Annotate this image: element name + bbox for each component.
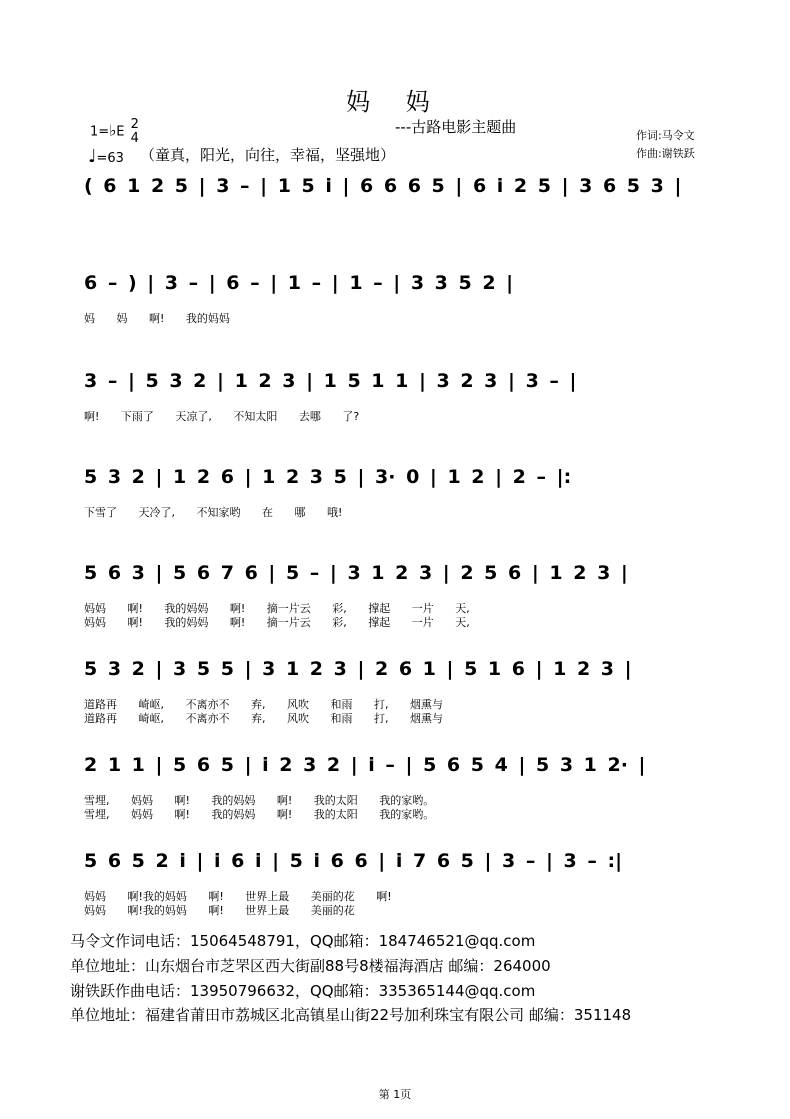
time-signature <box>131 118 139 146</box>
key-flat: ♭ <box>109 121 117 140</box>
time-sig-top: 2 <box>130 117 139 132</box>
note-sequence: 2 1 1 | 5 6 5 | i 2 3 2 | i – | 5 6 5 4 | 5 3 1 2· | <box>84 754 646 776</box>
composer-credit: 作曲:谢铁跃 <box>636 147 695 160</box>
lyrics-verse-2: 雪埋, 妈妈 啊! 我的妈妈 啊! 我的太阳 我的家哟。 <box>84 808 435 821</box>
note-sequence: 5 3 2 | 1 2 6 | 1 2 3 5 | 3· 0 | 1 2 | 2 – |: <box>84 466 572 488</box>
tempo-value: =63 <box>96 151 124 166</box>
lyricist-contact: 马令文作词电话：15064548791，QQ邮箱：184746521@qq.com <box>70 932 536 950</box>
score-line <box>0 850 790 920</box>
score-line <box>0 370 790 440</box>
lyrics-verse-2: 妈妈 啊! 我的妈妈 啊! 摘一片云 彩, 撑起 一片 天, <box>84 616 470 629</box>
note-sequence: 6 – ) | 3 – | 6 – | 1 – | 1 – | 3 3 5 2 | <box>84 272 514 294</box>
song-title: 妈 妈 <box>346 88 444 116</box>
lyricist-address: 单位地址：山东烟台市芝罘区西大街副88号8楼福海酒店 邮编：264000 <box>70 957 551 975</box>
lyrics-verse-1: 妈妈 啊! 我的妈妈 啊! 摘一片云 彩, 撑起 一片 天, <box>84 602 470 615</box>
lyrics-verse-1: 啊! 下雨了 天凉了, 不知太阳 去哪 了? <box>84 410 360 423</box>
key-label: 1= <box>90 124 110 140</box>
composer-contact: 谢铁跃作曲电话：13950796632，QQ邮箱：335365144@qq.com <box>70 982 536 1000</box>
note-sequence: 5 6 5 2 i | i 6 i | 5 i 6 6 | i 7 6 5 | 3 – | 3 – :| <box>84 850 623 872</box>
note-sequence: ( 6 1 2 5 | 3 – | 1 5 i | 6 6 6 5 | 6 i 2 5 | 3 6 5 3 | <box>84 175 682 197</box>
lyrics-verse-1: 雪埋, 妈妈 啊! 我的妈妈 啊! 我的太阳 我的家哟。 <box>84 794 435 807</box>
score-line <box>0 658 790 728</box>
lyrics-verse-2: 妈妈 啊!我的妈妈 啊! 世界上最 美丽的花 <box>84 904 355 917</box>
lyrics-verse-2: 道路再 崎岖, 不离亦不 弃, 风吹 和雨 打, 烟熏与 <box>84 712 443 725</box>
tempo <box>88 146 124 167</box>
score-line <box>0 754 790 824</box>
key-signature <box>90 118 139 146</box>
note-sequence: 3 – | 5 3 2 | 1 2 3 | 1 5 1 1 | 3 2 3 | 3 – | <box>84 370 577 392</box>
lyrics-verse-1: 妈 妈 啊! 我的妈妈 <box>84 312 230 325</box>
style-note: （童真，阳光，向往，幸福，坚强地） <box>140 146 396 164</box>
quarter-note-icon: ♩ <box>88 146 97 167</box>
note-sequence: 5 3 2 | 3 5 5 | 3 1 2 3 | 2 6 1 | 5 1 6 | 1 2 3 | <box>84 658 632 680</box>
song-subtitle: ---古路电影主题曲 <box>395 118 517 136</box>
score-line <box>0 466 790 536</box>
time-sig-bottom: 4 <box>130 131 139 146</box>
lyrics-verse-1: 妈妈 啊!我的妈妈 啊! 世界上最 美丽的花 啊! <box>84 890 392 903</box>
lyrics-verse-1: 道路再 崎岖, 不离亦不 弃, 风吹 和雨 打, 烟熏与 <box>84 698 443 711</box>
page-number: 第 1页 <box>378 1088 412 1101</box>
lyrics-verse-1: 下雪了 天冷了, 不知家哟 在 哪 哦! <box>84 506 343 519</box>
key-letter: E <box>116 124 125 140</box>
lyricist-credit: 作词:马令文 <box>636 129 695 142</box>
score-line <box>0 562 790 632</box>
score-line <box>0 175 790 245</box>
score-line <box>0 272 790 342</box>
composer-address: 单位地址：福建省莆田市荔城区北高镇星山街22号加利珠宝有限公司 邮编：351148 <box>70 1006 632 1024</box>
note-sequence: 5 6 3 | 5 6 7 6 | 5 – | 3 1 2 3 | 2 5 6 | 1 2 3 | <box>84 562 628 584</box>
